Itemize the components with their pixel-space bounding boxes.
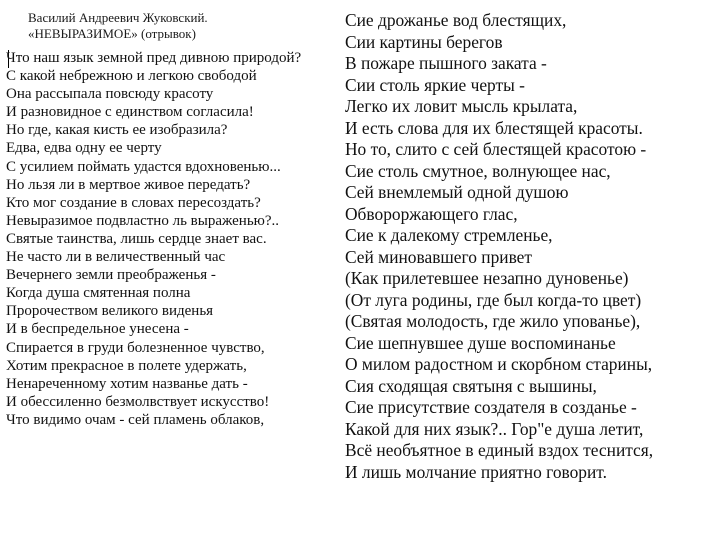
poem-line: Сие к далекому стремленье, (345, 225, 553, 245)
poem-line: Всё необъятное в единый вздох теснится, (345, 440, 654, 460)
poem-line: (От луга родины, где был когда-то цвет) (345, 289, 642, 310)
poem-header (28, 10, 208, 42)
poem-line: Невыразимое подвластно ль выраженью?.. (6, 212, 280, 229)
poem-line: И обессиленно безмолвствует искусство! (6, 393, 270, 410)
poem-line: В пожаре пышного заката - (345, 53, 547, 73)
poem-line: Кто мог создание в словах пересоздать? (6, 194, 261, 211)
poem-line: Сие дрожанье вод блестящих, (345, 10, 567, 30)
poem-line: С какой небрежною и легкою свободой (6, 68, 257, 85)
poem-line: Святые таинства, лишь сердце знает вас. (6, 230, 267, 247)
poem-line: Обвороржающего глас, (345, 203, 518, 224)
poem-line: Но то, слито с сей блестящей красотою - (345, 139, 647, 159)
right-column (345, 10, 653, 483)
poem-line: И разновидное с единством согласила! (6, 104, 254, 121)
poem-line: Сия сходящая святыня с вышины, (345, 375, 597, 396)
poem-line: Легко их ловит мысль крылата, (345, 96, 578, 116)
poem-line: Сии столь яркие черты - (345, 74, 525, 95)
poem-line: Сии картины берегов (345, 31, 503, 52)
poem-line: Когда душа смятенная полна (6, 285, 191, 302)
poem-line: Какой для них язык?.. Гор"е душа летит, (345, 418, 644, 439)
poem-line: И в беспредельное унесена - (6, 321, 189, 338)
poem-line: Сие столь смутное, волнующее нас, (345, 160, 611, 181)
poem-title: «НЕВЫРАЗИМОЕ» (отрывок) (28, 26, 196, 41)
poem-line: Ненареченному хотим названье дать - (6, 375, 248, 392)
left-column (6, 49, 301, 429)
poem-line: Она рассыпала повсюду красоту (6, 86, 214, 103)
poem-line: Но где, какая кисть ее изобразила? (6, 122, 228, 139)
poem-line: Пророчеством великого виденья (6, 303, 214, 320)
poem-line: Спирается в груди болезненное чувство, (6, 339, 265, 356)
poem-line: (Святая молодость, где жило упованье), (345, 311, 641, 331)
author-line: Василий Андреевич Жуковский. (28, 10, 208, 25)
poem-line: Что наш язык земной пред дивною природой? (6, 50, 302, 66)
poem-line: Едва, едва одну ее черту (6, 140, 162, 157)
poem-line: Вечернего земли преображенья - (6, 267, 216, 284)
poem-line: Сие шепнувшее душе воспоминанье (345, 332, 616, 353)
poem-line: Сей миновавшего привет (345, 246, 532, 267)
poem-line: О милом радостном и скорбном старины, (345, 354, 653, 374)
poem-line: (Как прилетевшее незапно дуновенье) (345, 268, 629, 288)
poem-line: И есть слова для их блестящей красоты. (345, 117, 643, 138)
poem-line: С усилием поймать удастся вдохновенью... (6, 158, 281, 175)
poem-line: И лишь молчание приятно говорит. (345, 461, 607, 482)
poem-line: Хотим прекрасное в полете удержать, (6, 357, 247, 374)
poem-line: Сей внемлемый одной душою (345, 182, 569, 202)
poem-line: Что видимо очам - сей пламень облаков, (6, 411, 265, 428)
poem-line: Не часто ли в величественный час (6, 249, 226, 266)
poem-line: Но льзя ли в мертвое живое передать? (6, 176, 251, 193)
poem-line: Сие присутствие создателя в созданье - (345, 397, 637, 417)
